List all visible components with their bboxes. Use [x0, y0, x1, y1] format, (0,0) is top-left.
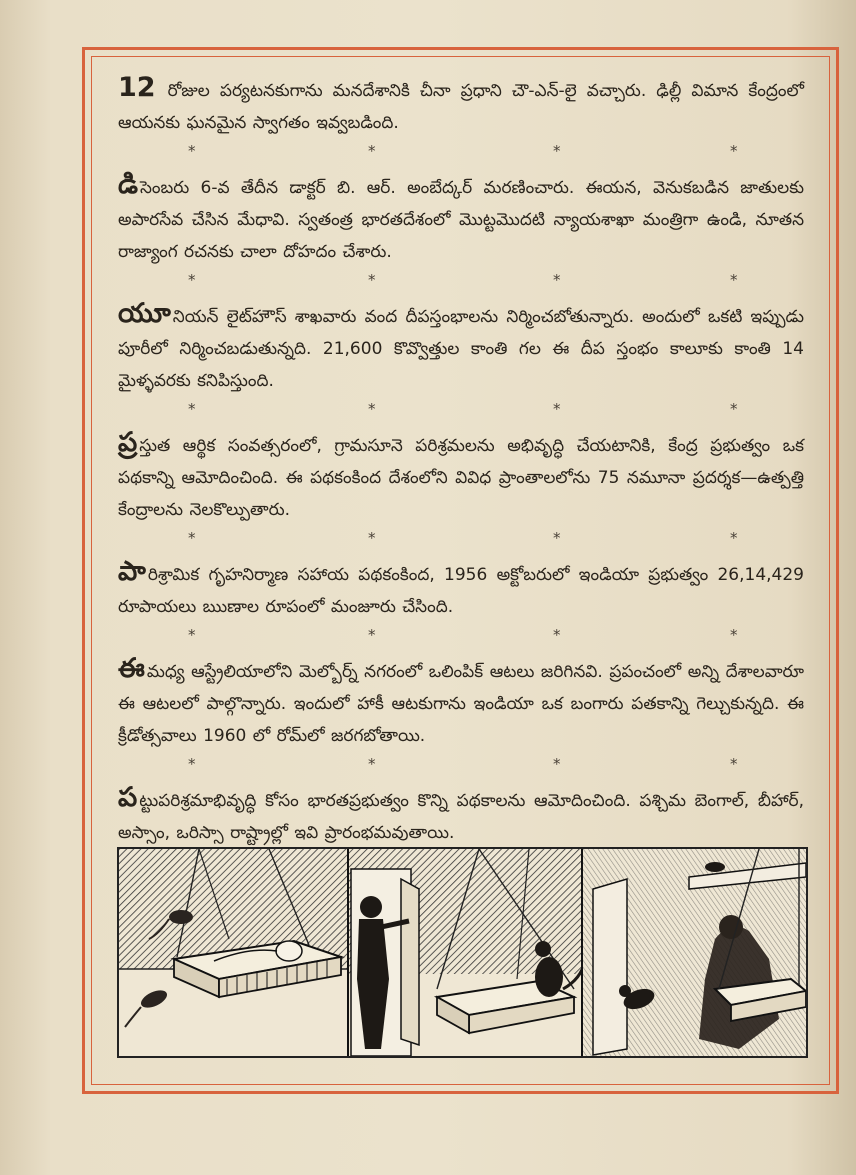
comic-illustration [117, 847, 808, 1058]
news-item [118, 782, 804, 849]
item-text: నియన్ లైట్‌హౌస్ శాఖవారు వంద దీపస్తంభాలను నిర్మించబోతున్నారు. అందులో ఒకటి ఇప్పుడు పూరీలో నిర్మించబడుతున్నది. 21,600 కొవ్వొత్తుల కాంతి గల ఈ దీప స్తంభం కాలూకు కాంతి 14 మైళ్ళవరకు కనిపిస్తుంది. [118, 307, 804, 391]
news-item [118, 298, 804, 397]
lead-text: యూ [118, 298, 171, 329]
news-item [118, 427, 804, 526]
comic-panel-2 [349, 849, 585, 1056]
news-item [118, 556, 804, 623]
item-text: మధ్య ఆస్ట్రేలియాలోని మెల్బోర్న్ నగరంలో ఒలింపిక్ ఆటలు జరిగినవి. ప్రపంచంలో అన్ని దేశాలవారూ ఈ ఆటలలో పాల్గొన్నారు. ఇందులో హాకీ ఆటకుగాను ఇండియా ఒక బంగారు పతకాన్ని గెల్చుకున్నది. ఈ క్రీడోత్సవాలు 1960 లో రోమ్‌లో జరగబోతాయి. [118, 662, 804, 746]
star-separator: * * * * [188, 529, 738, 547]
news-column [118, 72, 804, 849]
item-text: స్తుత ఆర్థిక సంవత్సరంలో, గ్రామసూనె పరిశ్రమలను అభివృద్ధి చేయటానికి, కేంద్ర ప్రభుత్వం ఒక పథకాన్ని ఆమోదించింది. ఈ పథకంకింద దేశంలోని వివిధ ప్రాంతాలలోను 75 నమూనా ప్రదర్శక—ఉత్పత్తి కేంద్రాలను నెలకొల్పుతారు. [118, 436, 804, 520]
lead-text: పా [118, 556, 146, 587]
star-separator: * * * * [188, 400, 738, 418]
lead-text: ప్ర [118, 427, 138, 458]
item-text: సెంబరు 6-వ తేదీన డాక్టర్ బి. ఆర్. అంబేద్కర్ మరణించారు. ఈయన, వెనుకబడిన జాతులకు అపారసేవ చేసిన మేధావి. స్వతంత్ర భారతదేశంలో మొట్టమొదటి న్యాయశాఖా మంత్రిగా ఉండి, నూతన రాజ్యాంగ రచనకు చాలా దోహదం చేశారు. [118, 178, 804, 262]
news-item [118, 653, 804, 752]
lead-text: 12 [118, 72, 156, 103]
star-separator: * * * * [188, 271, 738, 289]
item-text: రోజుల పర్యటనకుగాను మనదేశానికి చీనా ప్రధాని చౌ-ఎన్-లై వచ్చారు. ఢిల్లీ విమాన కేంద్రంలో ఆయనకు ఘనమైన స్వాగతం ఇవ్వబడింది. [118, 81, 804, 133]
comic-panel-3 [583, 849, 806, 1056]
item-text: ట్టుపరిశ్రమాభివృద్ధి కోసం భారతప్రభుత్వం కొన్ని పథకాలను ఆమోదించింది. పశ్చిమ బెంగాల్, బీహార్, అస్సాం, ఒరిస్సా రాష్ట్రాల్లో ఇవి ప్రారంభమవుతాయి. [118, 791, 804, 843]
news-item [118, 169, 804, 268]
lead-text: ప [118, 782, 138, 813]
news-item [118, 72, 804, 139]
lead-text: ఈ [118, 653, 145, 684]
comic-panel-1 [119, 849, 347, 1056]
lead-text: డి [118, 169, 138, 200]
star-separator: * * * * [188, 142, 738, 160]
item-text: రిశ్రామిక గృహనిర్మాణ సహాయ పథకంకింద, 1956 అక్టోబరులో ఇండియా ప్రభుత్వం 26,14,429 రూపాయలు ఋణాల రూపంలో మంజూరు చేసింది. [118, 565, 804, 617]
star-separator: * * * * [188, 755, 738, 773]
star-separator: * * * * [188, 626, 738, 644]
